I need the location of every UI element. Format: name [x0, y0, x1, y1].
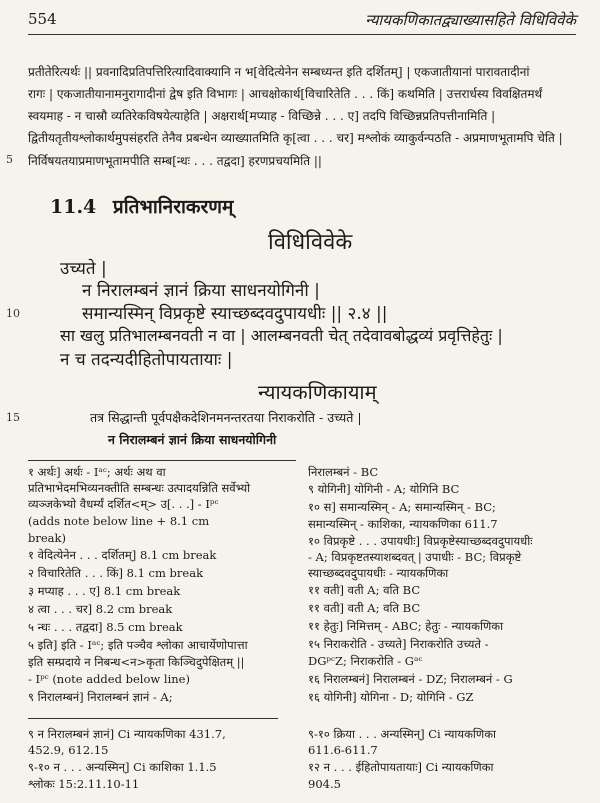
apparatus-note: ११ हेतुः] निमित्तम् - ABC; हेतुः - न्यायकणिका — [308, 619, 504, 633]
apparatus-note: ५ इति] इति - Iᵃᶜ; इति पञ्चैव श्लोका आचार्येणोपात्ता — [28, 638, 248, 652]
apparatus-rule — [28, 460, 296, 461]
apparatus-note: - Iᵖᶜ (note added below line) — [28, 672, 190, 686]
apparatus-note: समान्यस्मिन् - काशिका, न्यायकणिका 611.7 — [308, 517, 498, 531]
apparatus-note: १० विप्रकृष्टे . . . उपायधीः] विप्रकृष्टेस्याच्छब्दवदुपायधीः — [308, 534, 533, 548]
header-rule — [28, 34, 576, 35]
apparatus-note: स्याच्छब्दवदुपायधीः - न्यायकणिका — [308, 566, 449, 580]
line-number: 15 — [6, 411, 20, 424]
apparatus-note: १५ निराकरोति - उच्यते] निराकरोति उच्यते - — [308, 637, 489, 651]
verse-line: न निरालम्बनं ज्ञानं क्रिया साधनयोगिनी | — [82, 281, 320, 301]
commentary-line: न निरालम्बनं ज्ञानं क्रिया साधनयोगिनी — [108, 432, 277, 447]
apparatus-note: २ विचारितेति . . . किं] 8.1 cm break — [28, 566, 204, 580]
apparatus-note: ११ वती] वती A; वति BC — [308, 601, 421, 615]
passage-line: स्वयमाह - न चास्रौ व्यतिरेकविषयेत्याहेति | अक्षरार्थ[मप्याह - विच्छिन्ने . . . ए] तदपि विच्छिन्नप्रतिपत्तीनामिति | — [28, 109, 496, 123]
apparatus-note: निरालम्बनं - BC — [308, 465, 379, 479]
apparatus-note: ९ योगिनी] योगिनी - A; योगिनि BC — [308, 482, 460, 496]
passage-line: प्रतीतेरित्यर्थः || प्रवनादिप्रतिपत्तिरित्यादिवाक्यानि न भ[वेदित्येनेन सम्बध्यन्त इति दर्शितम्] | एकजातीयानां पारावतादीनां — [28, 65, 530, 79]
passage-line: रागः | एकजातीयानामनुरागादीनां द्वेष इति विभागः | आचक्षोकार्थ[विचारितेति . . . किं] कथमिति | उत्तरार्धस्य विवक्षितमर्थं — [28, 87, 543, 101]
apparatus-note: १६ योगिनी] योगिना - D; योगिनि - GZ — [308, 690, 474, 704]
source-note: ९-१० क्रिया . . . अन्यस्मिन्] Ci न्यायकणिका — [308, 727, 497, 741]
source-note: श्लोकः 15:2.11.10-11 — [28, 777, 140, 791]
source-note: ९-१० न . . . अन्यस्मिन्] Ci काशिका 1.1.5 — [28, 760, 217, 774]
verse-line: न च तदन्यदीहितोपायतायाः | — [60, 350, 233, 370]
source-note: 611.6-611.7 — [308, 743, 378, 757]
apparatus-note: इति सम्प्रदाये न निबन्ध<न>कृता किञ्चिदुपेक्षितम् || — [28, 655, 245, 669]
apparatus-note: १ वेदित्येनेन . . . दर्शितम्] 8.1 cm break — [28, 548, 217, 562]
page-number: 554 — [28, 10, 57, 28]
source-note: 452.9, 612.15 — [28, 743, 109, 757]
passage-line: द्वितीयतृतीयश्लोकार्थमुपसंहरति तेनैव प्रबन्धेन व्याख्यातमिति कृ[त्वा . . . चर] मश्लोकं व्याकुर्वन्पठति - अप्रमाणभूतामपि चेति | — [28, 131, 563, 145]
nyayakanika-heading: न्यायकणिकायाम् — [258, 380, 377, 404]
source-note: १२ न . . . ईहितोपायतायाः] Ci न्यायकणिका — [308, 760, 494, 774]
apparatus-note: - A; विप्रकृष्टतस्याशब्दवत् | उपाधीः - BC; विप्रकृष्टे — [308, 550, 522, 564]
apparatus-note: १० स] समान्यस्मिन् - A; समान्यस्मिन् - BC; — [308, 500, 496, 514]
section-number: 11.4 — [50, 196, 97, 218]
apparatus-note: १६ निरालम्बनं] निरालम्बनं - DZ; निरालम्बनं - G — [308, 672, 513, 686]
source-note: ९ न निरालम्बनं ज्ञानं] Ci न्यायकणिका 431.7, — [28, 727, 226, 741]
apparatus-note: १ अर्थः] अर्थः - Iᵃᶜ; अर्थः अथ वा — [28, 465, 166, 479]
commentary-line: तत्र सिद्धान्ती पूर्वपक्षैकदेशिनमनन्तरतया निराकरोति - उच्यते | — [90, 410, 362, 425]
passage-line: निर्विषयतयाप्रमाणभूतामपीति सम्ब[न्धः . . . तद्वदा] हरणप्रचयमिति || — [28, 154, 322, 168]
section-heading — [50, 193, 233, 219]
verse-line: समान्यस्मिन् विप्रकृष्टे स्याच्छब्दवदुपायधीः || २.४ || — [82, 304, 388, 324]
apparatus-note: break) — [28, 531, 66, 545]
apparatus-note: ४ त्वा . . . चर] 8.2 cm break — [28, 602, 173, 616]
line-number: 10 — [6, 307, 20, 320]
verse-intro: उच्यते | — [60, 259, 107, 279]
apparatus-note: प्रतिभाभेदमभिव्यनक्तीति सम्बन्धः उत्पादयन्निति सर्वेभ्यो — [28, 481, 251, 495]
sources-rule — [28, 718, 278, 719]
apparatus-note: (adds note below line + 8.1 cm — [28, 514, 210, 528]
apparatus-note: ९ निरालम्बनं] निरालम्बनं ज्ञानं - A; — [28, 690, 173, 704]
verse-line: सा खलु प्रतिभालम्बनवती न वा | आलम्बनवती चेत् तदेवावबोद्धव्यं प्रवृत्तिहेतुः | — [60, 326, 503, 345]
line-number: 5 — [6, 153, 13, 166]
vidhiviveka-heading: विधिविवेके — [268, 230, 353, 255]
apparatus-note: DGᵖᶜZ; निराकरोति - Gᵃᶜ — [308, 654, 423, 668]
apparatus-note: ५ न्धः . . . तद्वदा] 8.5 cm break — [28, 620, 183, 634]
section-title: प्रतिभानिराकरणम् — [112, 196, 234, 218]
apparatus-note: ११ वती] वती A; वति BC — [308, 583, 421, 597]
running-title: न्यायकणिकातद्व्याख्यासहिते विधिविवेके — [365, 11, 576, 29]
source-note: 904.5 — [308, 777, 341, 791]
apparatus-note: ३ मप्याह . . . ए] 8.1 cm break — [28, 584, 181, 598]
apparatus-note: व्यञ्जकेभ्यो वैधर्म्यं दर्शित<म्> उ[. . .] - Iᵖᶜ — [28, 497, 219, 511]
